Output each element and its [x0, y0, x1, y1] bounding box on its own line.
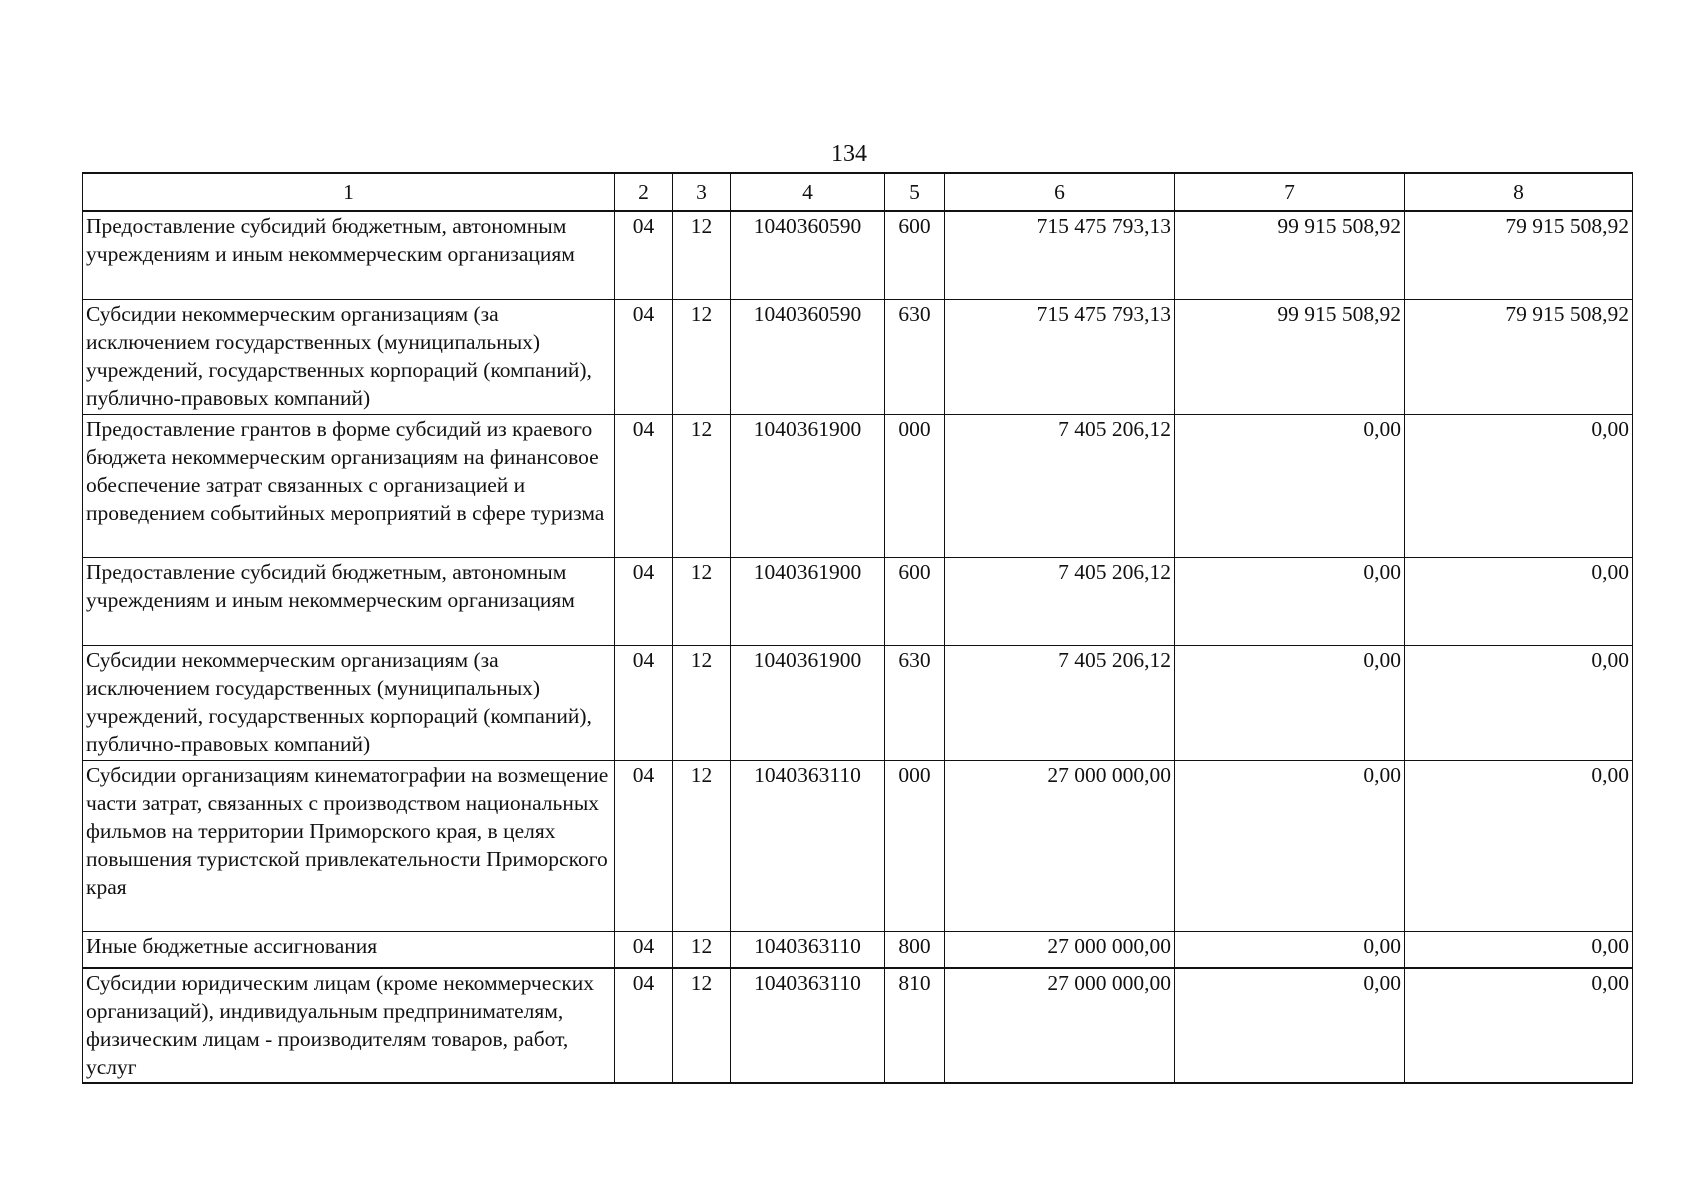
subsection-code: 12	[673, 931, 731, 968]
amount-col-7: 0,00	[1175, 645, 1405, 760]
section-code: 04	[615, 968, 673, 1083]
column-header: 5	[885, 173, 945, 211]
subsection-code: 12	[673, 211, 731, 299]
column-header-row	[83, 173, 1633, 211]
expense-type-code: 000	[885, 760, 945, 931]
table-row	[83, 968, 1633, 1083]
amount-col-8: 0,00	[1405, 414, 1633, 557]
amount-col-7: 0,00	[1175, 760, 1405, 931]
expense-type-code: 630	[885, 299, 945, 414]
amount-col-7: 0,00	[1175, 931, 1405, 968]
amount-col-6: 715 475 793,13	[945, 299, 1175, 414]
amount-col-8: 0,00	[1405, 931, 1633, 968]
column-header: 1	[83, 173, 615, 211]
column-header: 6	[945, 173, 1175, 211]
table-row	[83, 557, 1633, 645]
table-row	[83, 645, 1633, 760]
expense-type-code: 800	[885, 931, 945, 968]
column-header: 4	[731, 173, 885, 211]
subsection-code: 12	[673, 299, 731, 414]
row-name: Субсидии юридическим лицам (кроме некоммерческих организаций), индивидуальным предпринимателям, физическим лицам - производителям товаров, работ, услуг	[83, 968, 615, 1083]
amount-col-7: 0,00	[1175, 557, 1405, 645]
column-header: 8	[1405, 173, 1633, 211]
amount-col-8: 79 915 508,92	[1405, 299, 1633, 414]
expense-type-code: 000	[885, 414, 945, 557]
expense-type-code: 600	[885, 557, 945, 645]
expense-type-code: 630	[885, 645, 945, 760]
amount-col-6: 7 405 206,12	[945, 557, 1175, 645]
target-article-code: 1040363110	[731, 968, 885, 1083]
amount-col-8: 79 915 508,92	[1405, 211, 1633, 299]
row-name: Иные бюджетные ассигнования	[83, 931, 615, 968]
target-article-code: 1040361900	[731, 557, 885, 645]
table-row	[83, 931, 1633, 968]
target-article-code: 1040360590	[731, 299, 885, 414]
section-code: 04	[615, 645, 673, 760]
section-code: 04	[615, 299, 673, 414]
row-name: Субсидии некоммерческим организациям (за исключением государственных (муниципальных) учреждений, государственных корпораций (компаний), публично-правовых компаний)	[83, 645, 615, 760]
amount-col-7: 99 915 508,92	[1175, 299, 1405, 414]
row-name: Предоставление субсидий бюджетным, автономным учреждениям и иным некоммерческим организациям	[83, 211, 615, 299]
target-article-code: 1040363110	[731, 760, 885, 931]
section-code: 04	[615, 931, 673, 968]
amount-col-7: 0,00	[1175, 968, 1405, 1083]
expense-type-code: 600	[885, 211, 945, 299]
page-number: 134	[831, 141, 867, 167]
amount-col-6: 27 000 000,00	[945, 968, 1175, 1083]
target-article-code: 1040360590	[731, 211, 885, 299]
section-code: 04	[615, 211, 673, 299]
amount-col-7: 99 915 508,92	[1175, 211, 1405, 299]
row-name: Субсидии некоммерческим организациям (за исключением государственных (муниципальных) учреждений, государственных корпораций (компаний), публично-правовых компаний)	[83, 299, 615, 414]
column-header: 3	[673, 173, 731, 211]
amount-col-6: 7 405 206,12	[945, 414, 1175, 557]
target-article-code: 1040361900	[731, 414, 885, 557]
amount-col-6: 27 000 000,00	[945, 931, 1175, 968]
amount-col-6: 27 000 000,00	[945, 760, 1175, 931]
amount-col-8: 0,00	[1405, 557, 1633, 645]
amount-col-8: 0,00	[1405, 645, 1633, 760]
subsection-code: 12	[673, 968, 731, 1083]
expense-type-code: 810	[885, 968, 945, 1083]
table-row	[83, 760, 1633, 931]
row-name: Предоставление грантов в форме субсидий из краевого бюджета некоммерческим организациям на финансовое обеспечение затрат связанных с организацией и проведением событийных мероприятий в сфере туризма	[83, 414, 615, 557]
column-header: 2	[615, 173, 673, 211]
section-code: 04	[615, 414, 673, 557]
amount-col-8: 0,00	[1405, 760, 1633, 931]
amount-col-6: 7 405 206,12	[945, 645, 1175, 760]
subsection-code: 12	[673, 645, 731, 760]
table-row	[83, 211, 1633, 299]
budget-table	[82, 172, 1633, 1084]
amount-col-6: 715 475 793,13	[945, 211, 1175, 299]
row-name: Субсидии организациям кинематографии на возмещение части затрат, связанных с производством национальных фильмов на территории Приморского края, в целях повышения туристской привлекательности Приморского края	[83, 760, 615, 931]
section-code: 04	[615, 557, 673, 645]
column-header: 7	[1175, 173, 1405, 211]
amount-col-8: 0,00	[1405, 968, 1633, 1083]
row-name: Предоставление субсидий бюджетным, автономным учреждениям и иным некоммерческим организациям	[83, 557, 615, 645]
section-code: 04	[615, 760, 673, 931]
subsection-code: 12	[673, 557, 731, 645]
amount-col-7: 0,00	[1175, 414, 1405, 557]
subsection-code: 12	[673, 760, 731, 931]
target-article-code: 1040363110	[731, 931, 885, 968]
target-article-code: 1040361900	[731, 645, 885, 760]
subsection-code: 12	[673, 414, 731, 557]
table-row	[83, 414, 1633, 557]
table-row	[83, 299, 1633, 414]
